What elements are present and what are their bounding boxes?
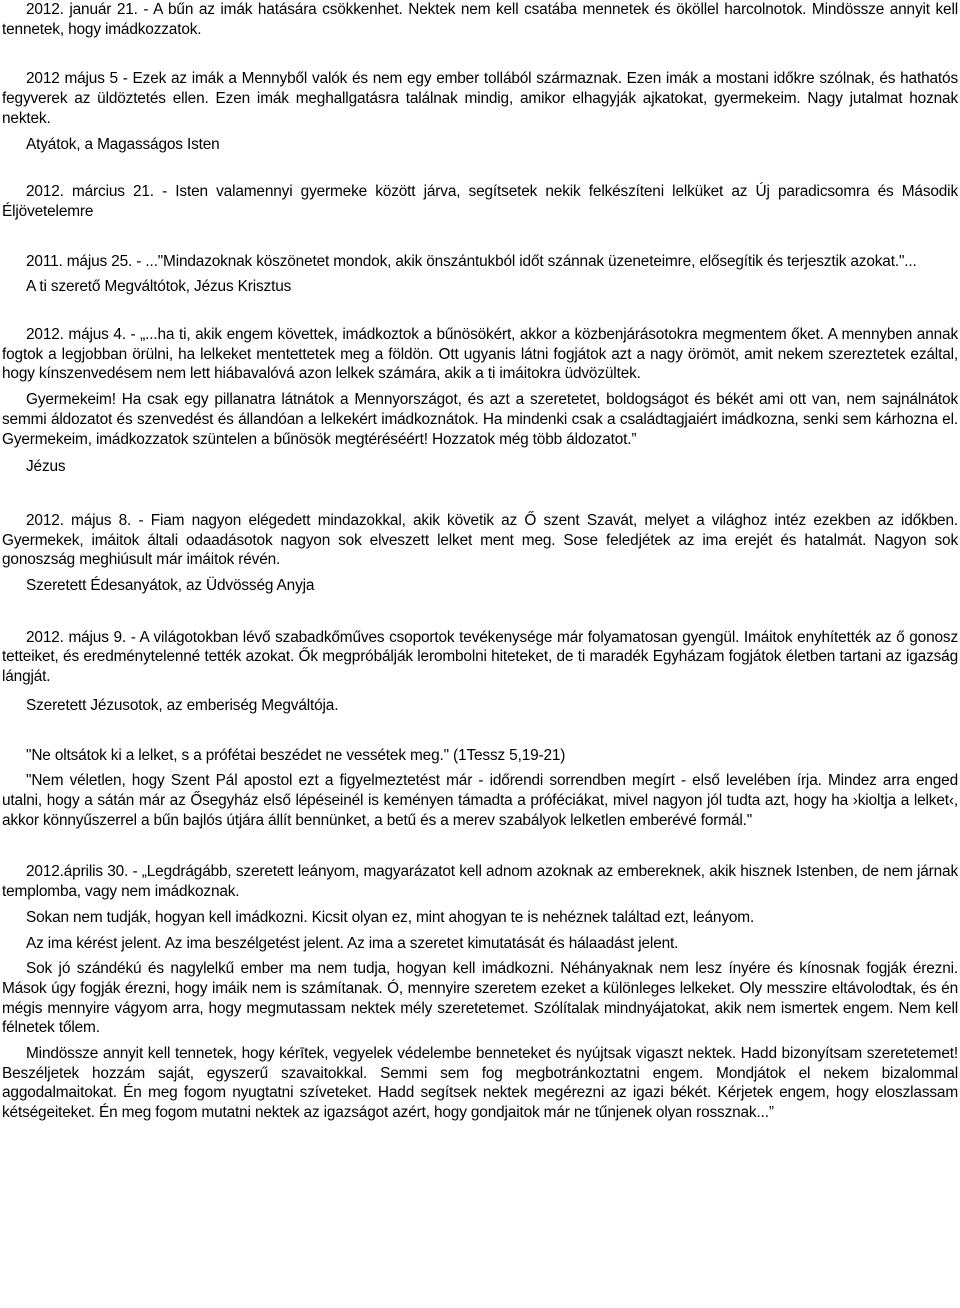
paragraph-szent-pal: "Nem véletlen, hogy Szent Pál apostol ezt a figyelmeztetést már - időrendi sorrendben megírt - első levelében írja. Mindez arra enged utalni, hogy a sátán már az Ősegyház első lépéseinél is keményen támadta a próféciákat, mivel nagyon jól tudta azt, hogy ha ›kioltja a lelket‹, akkor könnyűszerrel a bűn bajlós útjára állít bennünket, a betű és a merev szabályok lelketlen emberévé formál." [2, 772, 958, 829]
paragraph-maj-9: 2012. május 9. - A világotokban lévő szabadkőműves csoportok tevékenysége már folyamatosan gyengül. Imáitok enyhítették az ő gonosz tetteiket, és eredménytelenné tették azokat. Ők megpróbálják lerombolni hiteteket, de ti maradék Egyházam fogjátok életben tartani az igazság lángját. [2, 628, 958, 686]
signature-jezus: Jézus [26, 458, 66, 476]
paragraph-sokan: Sokan nem tudják, hogyan kell imádkozni. Kicsit olyan ez, mint ahogyan te is nehéznek találtad ezt, leányom. [26, 908, 755, 926]
quote-tessz: "Ne oltsátok ki a lelket, s a prófétai beszédet ne vessétek meg." (1Tessz 5,19-21) [26, 746, 566, 764]
paragraph-mindossze: Mindössze annyit kell tennetek, hogy kérītek, vegyelek védelembe benneteket és nyújtsak vigaszt nektek. Hadd bizonyítsam szeretetemet! Beszéljetek hozzám saját, egyszerű szavaitokkal. Semmi sem fog megbotránkoztatni engem. Mondjátok el nekem bizalommal aggodalmaitokat. Én meg fogom nyugtatni szíveteket. Hadd segítsek nektek megérezni az igazi békét. Kérjetek engem, hogy eloszlassam kétségeiteket. Én meg fogom mutatni nektek az igazságot azért, hogy gondjaitok már ne tűnjenek olyan rossznak...” [2, 1045, 958, 1122]
signature-edesanyatok: Szeretett Édesanyátok, az Üdvösség Anyja [26, 577, 315, 595]
paragraph-az-ima: Az ima kérést jelent. Az ima beszélgetést jelent. Az ima a szeretet kimutatását és hálaadást jelent. [26, 934, 679, 952]
paragraph-jan-21: 2012. január 21. - A bűn az imák hatására csökkenhet. Nektek nem kell csatába mennetek és ököllel harcolnotok. Mindössze annyit kell tennetek, hogy imádkozzatok. [2, 1, 958, 38]
paragraph-2011-maj-25: 2011. május 25. - ..."Mindazoknak köszönetet mondok, akik önszántukból időt szánnak üzeneteimre, elősegítik és terjesztik azokat."... [26, 252, 917, 270]
paragraph-maj-4: 2012. május 4. - „...ha ti, akik engem követtek, imádkoztok a bűnösökért, akkor a közbenjárásotokra megmentem őket. A mennyben annak fogtok a legjobban örülni, ha lelkeket mentettetek meg a földön. Ott ugyanis látni fogjátok azt a nagy örömöt, amit nekem szereztetek ezáltal, hogy kínszenvedésem nem lett hiábavalóvá azon lelkek számára, akik a ti imáitokra üdvözültek. [2, 326, 958, 383]
paragraph-marc-21: 2012. március 21. - Isten valamennyi gyermeke között járva, segítsetek nekik felkészíteni lelküket az Új paradicsomra és Második Éljövetelemre [2, 183, 958, 220]
signature-jezusotok: Szeretett Jézusotok, az emberiség Megváltója. [26, 696, 339, 714]
paragraph-gyermekeim: Gyermekeim! Ha csak egy pillanatra látnátok a Mennyországot, és azt a szeretetet, boldogságot és békét ami ott van, nem sajnálnátok semmi áldozatot és szenvedést és állandóan a lelkekért imádkoznátok. Ha mindenki csak a családtagjaiért imádkozna, senki sem kárhozna el. Gyermekeim, imádkozzatok szüntelen a bűnösök megtéréséért! Hozzatok még több áldozatot.” [2, 391, 958, 448]
signature-jezus-krisztus: A ti szerető Megváltótok, Jézus Krisztus [26, 278, 292, 296]
signature-atyatok: Atyátok, a Magasságos Isten [26, 135, 220, 153]
paragraph-sok-jo: Sok jó szándékú és nagylelkű ember ma nem tudja, hogyan kell imádkozni. Néhányaknak nem lesz ínyére és kínosnak fogják érezni. Mások úgy fogják érezni, hogy imáik nem is számítanak. Ó, mennyire szeretem ezeket a különleges lelkeket. Oly messzire eltávolodtak, és én mégis mennyire vágyom arra, hogy megmutassam nektek mély szeretetemet. Szólítalak mindnyájatokat, akik nem ismertek engem. Nem kell félnetek tőlem. [2, 960, 958, 1037]
paragraph-apr-30: 2012.április 30. - „Legdrágább, szeretett leányom, magyarázatot kell adnom azoknak az embereknek, akik hisznek Istenben, de nem járnak templomba, vagy nem imádkoznak. [2, 863, 958, 901]
paragraph-maj-8: 2012. május 8. - Fiam nagyon elégedett mindazokkal, akik követik az Ő szent Szavát, melyet a világhoz intéz ezekben az időkben. Gyermekek, imáitok általi odaadásotok nagyon sok elveszett lelket ment meg. Sose feledjétek az ima erejét és hatalmát. Nagyon sok gonoszság meghiúsult már imáitok révén. [2, 511, 958, 569]
paragraph-maj-5: 2012 május 5 - Ezek az imák a Mennyből valók és nem egy ember tollából származnak. Ezen imák a mostani időkre szólnak, és hathatós fegyverek az üldöztetés ellen. Ezen imák meghallgatásra találnak mindig, amikor elhagyják ajkatokat, gyermekeim. Nagy jutalmat hoznak nektek. [2, 70, 958, 127]
